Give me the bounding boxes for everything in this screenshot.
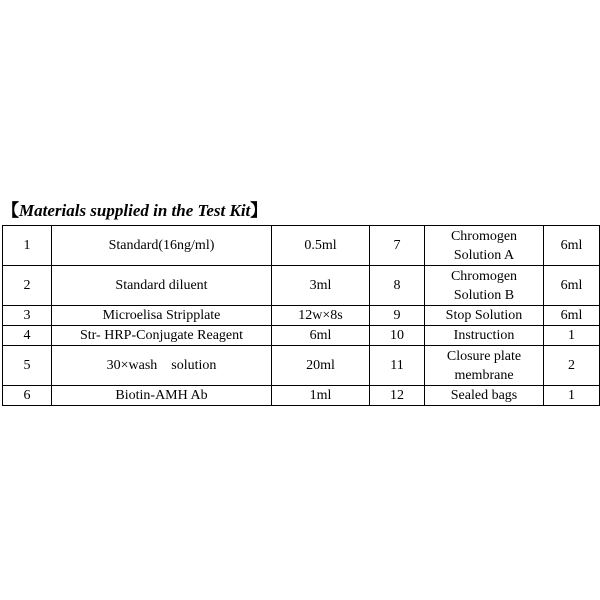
table-row: [3, 326, 600, 346]
right-item-quantity: 6ml: [544, 306, 600, 326]
left-item-name: Standard diluent: [52, 266, 272, 306]
left-item-quantity: 20ml: [272, 346, 370, 386]
right-item-name: [425, 346, 544, 386]
heading-open-bracket: 【: [2, 201, 19, 220]
left-item-name: Standard(16ng/ml): [52, 226, 272, 266]
table-row: [3, 266, 600, 306]
left-item-name: Str- HRP-Conjugate Reagent: [52, 326, 272, 346]
right-item-name: Instruction: [425, 326, 544, 346]
table-row: [3, 306, 600, 326]
left-item-name-text: 30×wash solution: [106, 358, 217, 373]
right-item-name: [425, 266, 544, 306]
right-item-quantity: 6ml: [544, 266, 600, 306]
right-item-quantity: 6ml: [544, 226, 600, 266]
left-item-name: Microelisa Stripplate: [52, 306, 272, 326]
left-item-name: [52, 346, 272, 386]
left-item-number: 2: [3, 266, 52, 306]
right-item-name-line1: Chromogen: [450, 268, 518, 284]
materials-table: [2, 225, 600, 406]
right-item-quantity: 2: [544, 346, 600, 386]
heading-title: Materials supplied in the Test Kit: [19, 201, 251, 220]
right-item-name-line2: membrane: [454, 367, 514, 383]
right-item-name-line2: Solution A: [453, 247, 515, 263]
left-item-number: 4: [3, 326, 52, 346]
right-item-name-line1: Closure plate: [446, 348, 522, 364]
table-row: [3, 386, 600, 406]
left-item-quantity: 3ml: [272, 266, 370, 306]
right-item-name: [425, 226, 544, 266]
left-item-number: 5: [3, 346, 52, 386]
right-item-quantity: 1: [544, 386, 600, 406]
left-item-number: 3: [3, 306, 52, 326]
right-item-number: 11: [370, 346, 425, 386]
right-item-name: Sealed bags: [425, 386, 544, 406]
left-item-quantity: 12w×8s: [272, 306, 370, 326]
table-row: [3, 346, 600, 386]
right-item-number: 10: [370, 326, 425, 346]
left-item-number: 1: [3, 226, 52, 266]
right-item-number: 7: [370, 226, 425, 266]
right-item-quantity: 1: [544, 326, 600, 346]
left-item-number: 6: [3, 386, 52, 406]
heading-close-bracket: 】: [250, 201, 268, 220]
right-item-number: 8: [370, 266, 425, 306]
left-item-quantity: 0.5ml: [272, 226, 370, 266]
right-item-number: 9: [370, 306, 425, 326]
table-row: [3, 226, 600, 266]
left-item-name: Biotin-AMH Ab: [52, 386, 272, 406]
left-item-quantity: 6ml: [272, 326, 370, 346]
right-item-name-line2: Solution B: [453, 287, 515, 303]
right-item-name-line1: Chromogen: [450, 228, 518, 244]
left-item-quantity: 1ml: [272, 386, 370, 406]
right-item-name: Stop Solution: [425, 306, 544, 326]
right-item-number: 12: [370, 386, 425, 406]
section-heading: [2, 196, 267, 221]
